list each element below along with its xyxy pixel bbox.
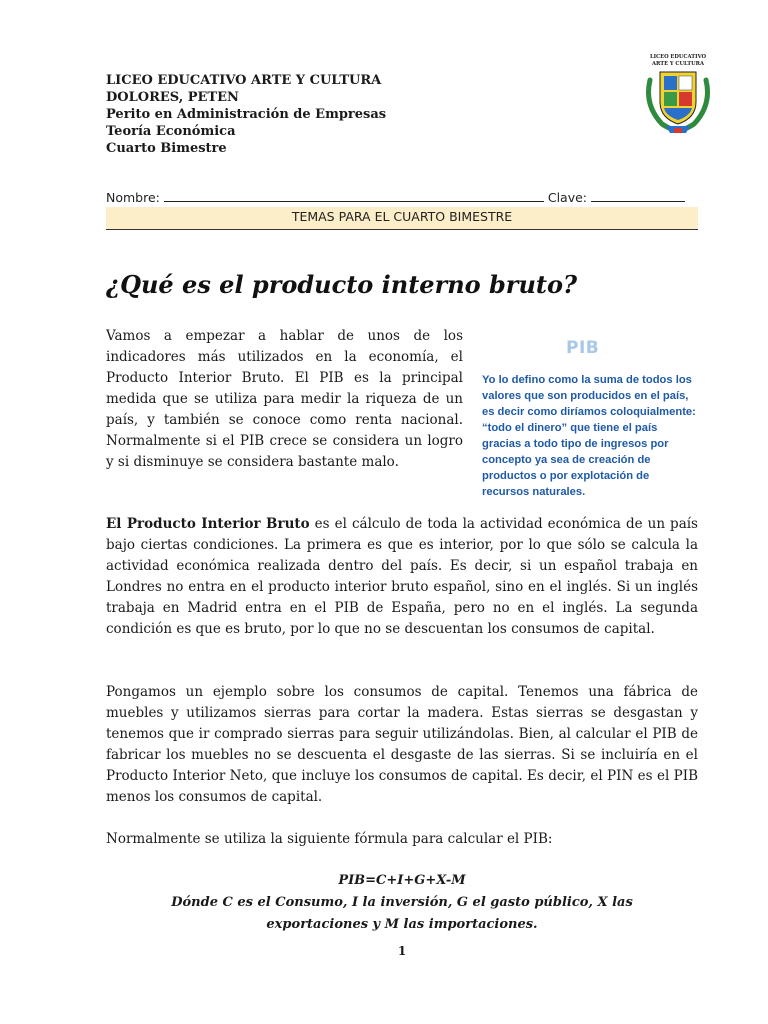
formula-equation: PIB=C+I+G+X-M: [338, 873, 466, 888]
formula-block: [106, 870, 698, 936]
topics-banner: TEMAS PARA EL CUARTO BIMESTRE: [106, 207, 698, 230]
paragraph-definition: [106, 514, 698, 640]
paragraph-definition-bold: El Producto Interior Bruto: [106, 516, 310, 532]
clave-line[interactable]: [591, 189, 685, 202]
formula-line-1: Dónde C es el Consumo, I la inversión, G el gasto público, X las: [171, 895, 633, 910]
program-name: Perito en Administración de Empresas: [106, 107, 387, 122]
pib-definition-box: [474, 334, 700, 504]
nombre-line[interactable]: [164, 189, 544, 202]
pib-box-text: Yo lo defino como la suma de todos los valores que son producidos en el país, es decir como diríamos coloquialmente: “todo el dinero” que tiene el país gracias a todo tipo de ingresos por concepto ya sea de creación de productos o por explotación de recursos naturales.: [482, 374, 696, 498]
school-crest-logo: [638, 50, 718, 136]
logo-text-top: LICEO EDUCATIVO: [649, 54, 707, 60]
paragraph-definition-text: es el cálculo de toda la actividad económica de un país bajo ciertas condiciones. La primera es que es interior, por lo que sólo se calcula la actividad económica realizada dentro del país. Es decir, si un español trabaja en Londres no entra en el producto interior bruto español, sino en el inglés. Si un inglés trabaja en Madrid entra en el PIB de España, pero no en el inglés. La segunda condición es que es bruto, por lo que no se descuentan los consumos de capital.: [106, 516, 698, 637]
intro-paragraph: Vamos a empezar a hablar de unos de los indicadores más utilizados en la economía, el Producto Interior Bruto. El PIB es la principal medida que se utiliza para medir la riqueza de un país, y también se conoce como renta nacional. Normalmente si el PIB crece se considera un logro y si disminuye se considera bastante malo.: [106, 328, 463, 470]
school-location: DOLORES, PETEN: [106, 90, 239, 105]
school-name: LICEO EDUCATIVO ARTE Y CULTURA: [106, 73, 382, 88]
course-name: Teoría Económica: [106, 124, 236, 139]
logo-text-bottom: ARTE Y CULTURA: [652, 61, 704, 67]
paragraph-formula-intro: Normalmente se utiliza la siguiente fórmula para calcular el PIB:: [106, 831, 553, 847]
nombre-label: Nombre:: [106, 190, 160, 205]
school-header: [106, 72, 526, 157]
term-name: Cuarto Bimestre: [106, 141, 227, 156]
name-field-row: [106, 189, 698, 207]
page-title: ¿Qué es el producto interno bruto?: [106, 270, 578, 299]
page-number: 1: [397, 944, 407, 958]
paragraph-example: Pongamos un ejemplo sobre los consumos de capital. Tenemos una fábrica de muebles y utilizamos sierras para cortar la madera. Estas sierras se desgastan y tenemos que ir comprado sierras para seguir utilizándolas. Bien, al calcular el PIB de fabricar los muebles no se descuenta el desgaste de las sierras. Si se incluiría en el Producto Interior Neto, que incluye los consumos de capital. Es decir, el PIN es el PIB menos los consumos de capital.: [106, 684, 698, 805]
clave-label: Clave:: [547, 190, 588, 205]
formula-line-2: exportaciones y M las importaciones.: [266, 917, 538, 932]
pib-box-label: PIB: [566, 338, 600, 358]
